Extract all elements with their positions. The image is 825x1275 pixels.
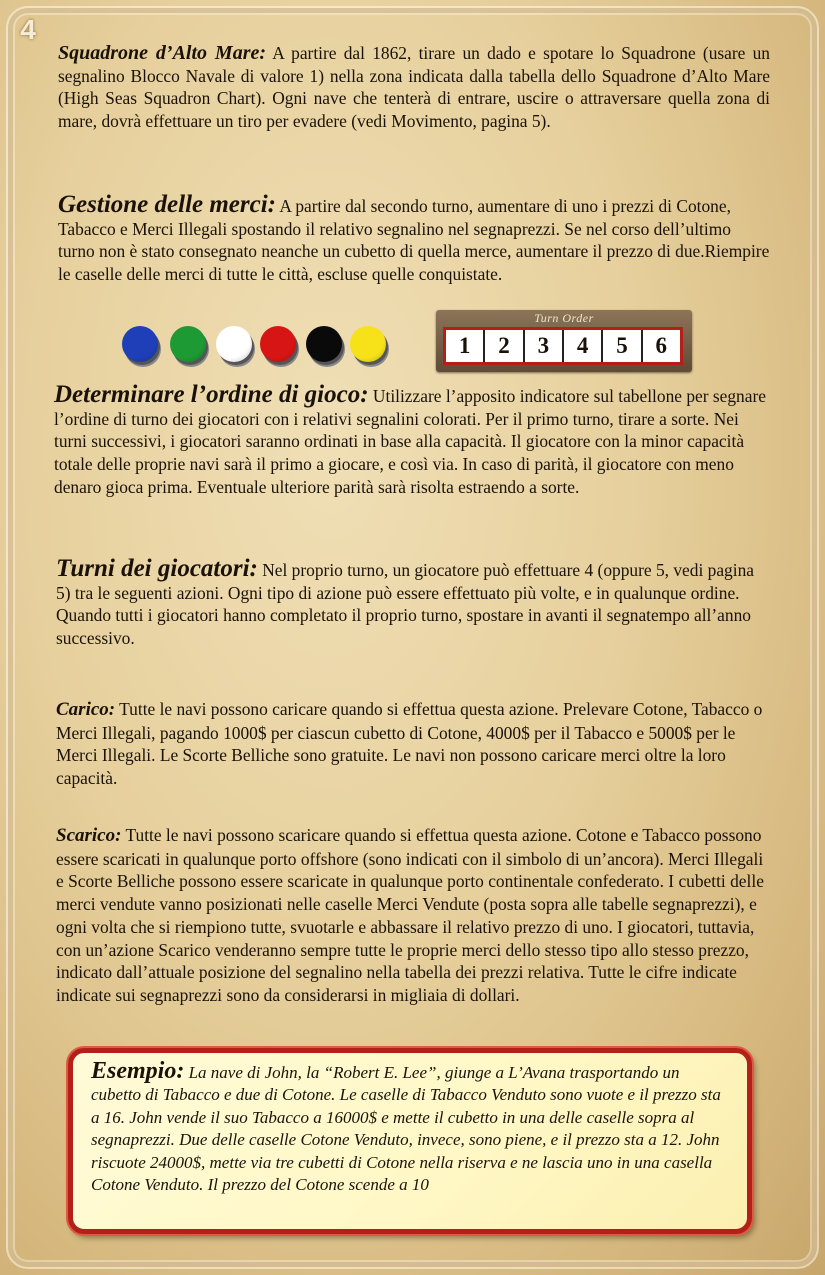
section-turni xyxy=(56,555,770,650)
section-heading: Carico: xyxy=(56,699,116,720)
section-scarico xyxy=(56,824,770,1007)
section-body: A partire dal 1862, tirare un dado e spotare lo Squadrone (usare un segnalino Blocco Navale di valore 1) nella zona indicata dalla tabella dello Squadrone d’Alto Mare (High Seas Squadron Chart). Ogni nave che tenterà di entrare, uscire o attraversare quella zona di mare, dovrà effettuare un tiro per evadere (vedi Movimento, pagina 5). xyxy=(58,43,771,132)
turn-order-cell: 4 xyxy=(564,330,603,362)
token-black xyxy=(306,326,342,362)
token-green xyxy=(170,326,206,362)
section-body: Nel proprio turno, un giocatore può effettuare 4 (oppure 5, vedi pagina 5) tra le seguenti azioni. Ogni tipo di azione può essere effettuato più volte, e in qualunque ordine. Quando tutti i giocatori hanno completato il proprio turno, spostare in avanti il segnatempo all’anno successivo. xyxy=(56,560,754,649)
token-red xyxy=(260,326,296,362)
section-heading: Squadrone d’Alto Mare: xyxy=(58,42,267,64)
turn-order-cell: 1 xyxy=(446,330,485,362)
token-white xyxy=(216,326,252,362)
section-body: A partire dal secondo turno, aumentare di uno i prezzi di Cotone, Tabacco e Merci Illegali spostando il relativo segnalino nel segnaprezzi. Se nel corso dell’ultimo turno non è stato consegnato neanche un cubetto di quella merce, aumentare il prezzo di due.Riempire le caselle delle merci di tutte le città, escluse quelle conquistate. xyxy=(58,196,770,285)
section-ordine xyxy=(54,381,770,499)
example-heading: Esempio: xyxy=(91,1058,185,1084)
turn-order-cell: 3 xyxy=(525,330,564,362)
section-body: Utilizzare l’apposito indicatore sul tabellone per segnare l’ordine di turno dei giocatori con i relativi segnalini colorati. Per il primo turno, tirare a sorte. Nei turni successivi, i giocatori saranno ordinati in base alla capacità. Il giocatore con la minor capacità totale delle proprie navi sarà il primo a giocare, e così via. In caso di parità, il giocatore con meno denaro gioca prima. Eventuale ulteriore parità sarà risolta estraendo a sorte. xyxy=(54,386,766,497)
section-body: Tutte le navi possono scaricare quando si effettua questa azione. Cotone e Tabacco possono essere scaricati in qualunque porto offshore (sono indicati con il simbolo di un’ancora). Merci Illegali e Scorte Belliche possono essere scaricate in qualunque porto continentale confederato. I cubetti delle merci vendute vanno posizionati nelle caselle Merci Vendute (posta sopra alle tabelle segnaprezzi), e ogni volta che si riempiono tutte, svuotarle e abbassare il relativo prezzo di uno. I giocatori, tuttavia, con un’azione Scarico venderanno sempre tutte le proprie merci dello stesso tipo allo stesso prezzo, indicato dall’attuale posizione del segnalino nella tabella dei prezzi relativa. Tutte le cifre indicate indicate sui segnaprezzi sono da considerarsi in migliaia di dollari. xyxy=(56,825,764,1005)
turn-order-cell: 6 xyxy=(655,333,668,358)
turn-order-cells xyxy=(443,327,683,365)
section-carico xyxy=(56,698,770,790)
page-number: 4 xyxy=(20,14,36,45)
turn-order-title: Turn Order xyxy=(534,311,594,325)
section-heading: Gestione delle merci: xyxy=(58,191,276,218)
section-heading: Determinare l’ordine di gioco: xyxy=(54,381,369,408)
section-heading: Turni dei giocatori: xyxy=(56,555,258,582)
section-gestione xyxy=(58,191,770,286)
player-tokens xyxy=(120,326,390,370)
turn-order-cell: 2 xyxy=(485,330,524,362)
token-yellow xyxy=(350,326,386,362)
turn-order-track xyxy=(436,310,692,372)
turn-order-cell: 5 xyxy=(603,330,642,362)
section-heading: Scarico: xyxy=(56,825,122,846)
example-body: La nave di John, la “Robert E. Lee”, giunge a L’Avana trasportando un cubetto di Tabacco e due di Cotone. Le caselle di Tabacco Venduto sono vuote e il prezzo sta a 16. John vende il suo Tabacco a 16000$ e mette il cubetto in una delle caselle sopra al segnaprezzi. Due delle caselle Cotone Venduto, invece, sono piene, e il prezzo sta a 12. John riscuote 24000$, mette via tre cubetti di Cotone nella riserva e ne lascia uno in una casella Cotone Venduto. Il prezzo del Cotone scende a 10 xyxy=(91,1063,721,1195)
example-box xyxy=(68,1048,752,1234)
section-squadrone xyxy=(58,42,770,133)
section-body: Tutte le navi possono caricare quando si effettua questa azione. Prelevare Cotone, Tabacco o Merci Illegali, pagando 1000$ per ciascun cubetto di Cotone, 4000$ per il Tabacco e 5000$ per le Merci Illegali. Le Scorte Belliche sono gratuite. Le navi non possono caricare merci oltre la loro capacità. xyxy=(56,699,763,789)
token-blue xyxy=(122,326,158,362)
